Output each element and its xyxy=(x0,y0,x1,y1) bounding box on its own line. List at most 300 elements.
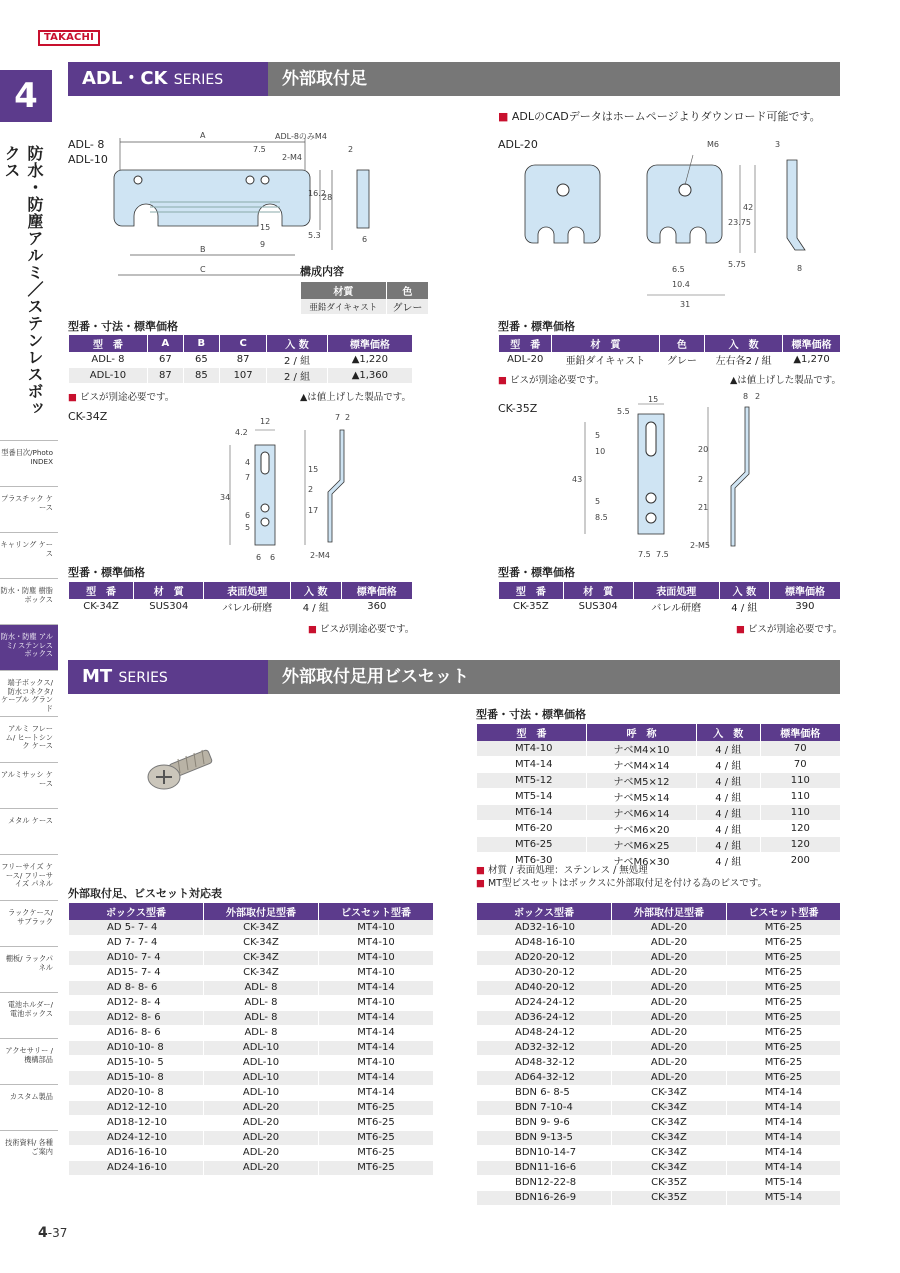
table-row xyxy=(69,1115,434,1130)
table-cell: MT6-25 xyxy=(319,1100,434,1115)
table-row: ADL-10 87 85 107 2 / 組 ▲1,360 xyxy=(69,368,413,384)
section-title: 外部取付足 xyxy=(282,69,367,89)
table-cell: MT4-10 xyxy=(319,935,434,950)
table-cell: ナベM5×14 xyxy=(587,789,697,805)
table-cell: MT6-25 xyxy=(319,1160,434,1175)
table-cell: 4 / 組 xyxy=(697,741,761,757)
table-row xyxy=(477,920,841,935)
sidebar-item[interactable]: 防水・防塵 樹脂ボックス xyxy=(0,578,58,624)
dim-label: 5.75 xyxy=(728,260,746,269)
ck35-table: 型 番 材 質 表面処理 入 数 標準価格 CK-35Z SUS304 バレル研磨 4 / 組 390 xyxy=(498,582,840,615)
table-cell: ADL-20 xyxy=(612,1025,727,1040)
chapter-number: 4 xyxy=(0,70,52,122)
dim-label: 23.75 xyxy=(728,218,751,227)
ck34-table-title: 型番・標準価格 xyxy=(68,566,145,579)
table-row xyxy=(477,837,841,853)
adl8-table: 型 番 A B C 入 数 標準価格 ADL- 8 67 65 87 2 / 組 ▲1,220 ADL-10 87 85 107 2 / 組 ▲1,360 xyxy=(68,335,412,384)
dim-label: 2 xyxy=(755,392,761,401)
sidebar-item[interactable]: 端子ボックス/ 防水コネクタ/ ケーブル グランド xyxy=(0,670,58,716)
dim-label: ADL-8のみM4 xyxy=(275,132,327,141)
series-suffix: SERIES xyxy=(118,670,168,686)
table-cell: ADL-20 xyxy=(612,995,727,1010)
table-cell: AD20-20-12 xyxy=(477,950,612,965)
table-cell: 70 xyxy=(760,757,840,773)
table-row xyxy=(477,789,841,805)
table-cell: 4 / 組 xyxy=(697,853,761,869)
dim-label: 34 xyxy=(220,493,231,502)
dim-label: M6 xyxy=(707,140,719,149)
table-cell: MT4-14 xyxy=(319,1085,434,1100)
table-cell: MT5-12 xyxy=(477,773,587,789)
table-cell: ナベM4×14 xyxy=(587,757,697,773)
dim-label: 15 xyxy=(648,395,659,404)
dim-label: 8.5 xyxy=(595,513,608,522)
table-cell: MT4-10 xyxy=(319,920,434,935)
dim-label: 17 xyxy=(308,506,319,515)
table-cell: 120 xyxy=(760,821,840,837)
table-row xyxy=(477,935,841,950)
dim-label: 42 xyxy=(743,203,754,212)
table-row xyxy=(69,1055,434,1070)
mt-note-usage: ■ MT型ビスセットはボックスに外部取付足を付ける為のビスです。 xyxy=(476,878,768,889)
table-row xyxy=(69,950,434,965)
table-cell: ナベM6×14 xyxy=(587,805,697,821)
table-row xyxy=(477,1070,841,1085)
table-cell: 110 xyxy=(760,773,840,789)
table-cell: MT6-25 xyxy=(727,1055,841,1070)
sidebar-item[interactable]: メタル ケース xyxy=(0,808,58,854)
table-cell: ADL-20 xyxy=(612,1055,727,1070)
table-cell: ADL-20 xyxy=(204,1115,319,1130)
dim-label: 28 xyxy=(322,193,333,202)
table-cell: MT4-10 xyxy=(319,1055,434,1070)
dim-label: 5.5 xyxy=(617,407,630,416)
table-cell: MT6-25 xyxy=(727,995,841,1010)
adl8-drawing xyxy=(110,130,400,290)
ck34-drawing xyxy=(190,410,370,570)
table-cell: MT6-25 xyxy=(727,920,841,935)
table-cell: CK-34Z xyxy=(204,920,319,935)
sidebar-item[interactable]: キャリング ケース xyxy=(0,532,58,578)
sidebar-item[interactable]: プラスチック ケース xyxy=(0,486,58,532)
table-row xyxy=(69,1130,434,1145)
table-row xyxy=(69,1070,434,1085)
table-row xyxy=(477,1160,841,1175)
table-cell: MT5-14 xyxy=(477,789,587,805)
table-row xyxy=(69,1100,434,1115)
table-cell: MT6-14 xyxy=(477,805,587,821)
table-cell: ナベM6×25 xyxy=(587,837,697,853)
screw-image xyxy=(140,745,220,795)
table-row xyxy=(477,821,841,837)
table-cell: MT6-25 xyxy=(727,965,841,980)
table-row xyxy=(477,1010,841,1025)
table-cell: MT4-10 xyxy=(319,950,434,965)
table-row xyxy=(477,965,841,980)
table-cell: ADL-20 xyxy=(612,950,727,965)
mt-note-material: ■ 材質 / 表面処理：ステンレス / 無処理 xyxy=(476,865,648,876)
table-cell: MT4-14 xyxy=(477,757,587,773)
table-row xyxy=(69,1010,434,1025)
takachi-logo: TAKACHI xyxy=(38,30,100,46)
table-row xyxy=(477,1115,841,1130)
table-cell: CK-34Z xyxy=(612,1160,727,1175)
dim-label: 2-M4 xyxy=(310,551,330,560)
table-cell: ADL-20 xyxy=(204,1100,319,1115)
dim-label: 4 xyxy=(245,458,251,467)
table-cell: 4 / 組 xyxy=(697,821,761,837)
ck34-table: 型 番 材 質 表面処理 入 数 標準価格 CK-34Z SUS304 バレル研磨 4 / 組 360 xyxy=(68,582,412,615)
table-cell: 4 / 組 xyxy=(697,773,761,789)
table-cell: AD36-24-12 xyxy=(477,1010,612,1025)
table-cell: CK-34Z xyxy=(204,965,319,980)
table-cell: MT6-25 xyxy=(727,1070,841,1085)
dim-label: 5 xyxy=(245,523,251,532)
table-cell: MT6-25 xyxy=(727,950,841,965)
ck34-note-screw: ■ ビスが別途必要です。 xyxy=(308,624,415,635)
chapter-vertical-title: 防水・防塵アルミ／ステンレスボックス xyxy=(2,145,44,417)
table-cell: 110 xyxy=(760,789,840,805)
table-cell: CK-34Z xyxy=(612,1145,727,1160)
ck35-label: CK-35Z xyxy=(498,402,538,415)
table-row xyxy=(69,920,434,935)
table-row xyxy=(477,1085,841,1100)
table-row xyxy=(477,1025,841,1040)
section-band-mt xyxy=(68,660,840,694)
table-cell: BDN10-14-7 xyxy=(477,1145,612,1160)
table-cell: ADL-20 xyxy=(612,965,727,980)
dim-label: 2 xyxy=(308,485,314,494)
table-cell: CK-35Z xyxy=(612,1190,727,1205)
dim-label: 7.5 xyxy=(656,550,669,559)
dim-label: 10 xyxy=(595,447,606,456)
table-cell: CK-34Z xyxy=(204,950,319,965)
table-cell: AD24-12-10 xyxy=(69,1130,204,1145)
table-cell: MT5-14 xyxy=(727,1190,841,1205)
table-cell: MT4-14 xyxy=(319,1025,434,1040)
section-band-adl-ck xyxy=(68,62,840,96)
table-cell: ADL-20 xyxy=(612,920,727,935)
dim-label: 5 xyxy=(595,431,601,440)
adl8-note-price: ▲は値上げした製品です。 xyxy=(300,392,412,403)
table-cell: ADL-20 xyxy=(612,1010,727,1025)
table-row xyxy=(477,1130,841,1145)
table-row: CK-35Z SUS304 バレル研磨 4 / 組 390 xyxy=(499,599,841,615)
compat-title: 外部取付足、ビスセット対応表 xyxy=(68,887,222,900)
table-cell: ADL-10 xyxy=(204,1040,319,1055)
dim-label: 2 xyxy=(698,475,704,484)
table-cell: ADL-20 xyxy=(612,935,727,950)
table-row xyxy=(69,1085,434,1100)
table-cell: CK-34Z xyxy=(612,1085,727,1100)
table-cell: 4 / 組 xyxy=(697,805,761,821)
table-cell: 4 / 組 xyxy=(697,789,761,805)
table-cell: AD12- 8- 6 xyxy=(69,1010,204,1025)
sidebar-nav xyxy=(0,440,58,1176)
table-row xyxy=(477,1145,841,1160)
table-cell: AD12-12-10 xyxy=(69,1100,204,1115)
ck35-note-screw: ■ ビスが別途必要です。 xyxy=(736,624,843,635)
adl20-note-price: ▲は値上げした製品です。 xyxy=(730,375,842,386)
table-cell: MT4-10 xyxy=(319,965,434,980)
dim-label: 31 xyxy=(680,300,691,309)
sidebar-item[interactable]: ラックケース/ サブラック xyxy=(0,900,58,946)
dim-label: 6.5 xyxy=(672,265,685,274)
table-cell: ADL- 8 xyxy=(204,1010,319,1025)
table-cell: MT6-25 xyxy=(477,837,587,853)
table-row xyxy=(69,980,434,995)
table-cell: ADL-20 xyxy=(612,1070,727,1085)
table-cell: MT6-25 xyxy=(319,1145,434,1160)
adl20-table: 型 番 材 質 色 入 数 標準価格 ADL-20 亜鉛ダイキャスト グレー 左右各2 / 組 ▲1,270 xyxy=(498,335,840,368)
dim-label: 7.5 xyxy=(638,550,651,559)
dim-label: 8 xyxy=(797,264,803,273)
table-cell: BDN 9-13-5 xyxy=(477,1130,612,1145)
table-row xyxy=(477,1040,841,1055)
table-cell: ナベM5×12 xyxy=(587,773,697,789)
table-row xyxy=(477,950,841,965)
table-cell: AD48-16-10 xyxy=(477,935,612,950)
table-cell: MT4-14 xyxy=(319,1040,434,1055)
dim-label: 5.3 xyxy=(308,231,321,240)
table-cell: CK-34Z xyxy=(612,1115,727,1130)
table-row xyxy=(477,1100,841,1115)
table-cell: MT4-14 xyxy=(727,1085,841,1100)
adl8-note-screw: ■ ビスが別途必要です。 xyxy=(68,392,175,403)
table-cell: MT6-25 xyxy=(727,935,841,950)
table-row xyxy=(477,773,841,789)
table-cell: MT4-14 xyxy=(727,1115,841,1130)
table-cell: ADL- 8 xyxy=(204,995,319,1010)
table-cell: BDN 7-10-4 xyxy=(477,1100,612,1115)
dim-label: 6 xyxy=(245,511,251,520)
dim-label: 2-M5 xyxy=(690,541,710,550)
table-cell: AD10- 7- 4 xyxy=(69,950,204,965)
table-cell: ADL-20 xyxy=(204,1160,319,1175)
table-row: ADL- 8 67 65 87 2 / 組 ▲1,220 xyxy=(69,352,413,368)
table-cell: BDN 9- 9-6 xyxy=(477,1115,612,1130)
table-row xyxy=(477,1175,841,1190)
adl20-drawing xyxy=(515,135,835,315)
table-cell: MT4-14 xyxy=(319,1070,434,1085)
table-row xyxy=(477,980,841,995)
adl20-label: ADL-20 xyxy=(498,138,538,151)
table-cell: AD 8- 8- 6 xyxy=(69,980,204,995)
table-row xyxy=(69,995,434,1010)
table-cell: CK-34Z xyxy=(612,1100,727,1115)
dim-label: 4.2 xyxy=(235,428,248,437)
cad-note: ■ ADLのCADデータはホームページよりダウンロード可能です。 xyxy=(498,110,821,123)
dim-label: 6 xyxy=(256,553,262,562)
table-cell: 70 xyxy=(760,741,840,757)
compat-table-right: ボックス型番 外部取付足型番 ビスセット型番 AD32-16-10 ADL-20 MT6-25 AD48-16-10 ADL-20 MT6-25 AD20-20-12 ADL-20 MT6-25 AD30-20-12 ADL-20 MT6-25 AD40-20-12 ADL-20 MT6-25 AD24-24-12 ADL-20 MT6-25 AD36-24-12 ADL-20 MT6-25 AD48-24-12 ADL-20 MT6-25 AD32-32-12 ADL-20 MT6-25 AD48-32-12 ADL-20 MT6-25 AD64-32-12 ADL-20 MT6-25 BDN 6- 8-5 CK-34Z MT4-14 BDN 7-10-4 CK-34Z MT4-14 BDN 9- 9-6 CK-34Z MT4-14 BDN 9-13-5 CK-34Z MT4-14 BDN10-14-7 CK-34Z MT4-14 BDN11-16-6 CK-34Z MT4-14 BDN12-22-8 CK-35Z MT5-14 BDN16-26-9 CK-35Z MT5-14 xyxy=(476,903,840,1206)
sidebar-item[interactable]: 棚板/ ラックパネル xyxy=(0,946,58,992)
table-cell: MT6-25 xyxy=(727,1010,841,1025)
table-cell: MT4-14 xyxy=(727,1160,841,1175)
table-cell: AD16- 8- 6 xyxy=(69,1025,204,1040)
dim-label: 10.4 xyxy=(672,280,690,289)
table-row xyxy=(69,965,434,980)
table-cell: MT4-14 xyxy=(319,1010,434,1025)
table-cell: ナベM6×20 xyxy=(587,821,697,837)
sidebar-item[interactable]: アルミ フレーム/ ヒートシンク ケース xyxy=(0,716,58,762)
table-cell: BDN12-22-8 xyxy=(477,1175,612,1190)
dim-label: 7 xyxy=(335,413,341,422)
table-cell: MT4-14 xyxy=(727,1100,841,1115)
table-row xyxy=(477,995,841,1010)
dim-label: 43 xyxy=(572,475,583,484)
table-cell: 4 / 組 xyxy=(697,837,761,853)
table-cell: MT4-14 xyxy=(319,980,434,995)
table-cell: ナベM4×10 xyxy=(587,741,697,757)
ck35-table-title: 型番・標準価格 xyxy=(498,566,575,579)
table-row xyxy=(477,757,841,773)
sidebar-item[interactable]: 型番目次/Photo INDEX xyxy=(0,440,58,486)
table-row xyxy=(477,741,841,757)
table-cell: CK-35Z xyxy=(612,1175,727,1190)
dim-label: 2 xyxy=(348,145,354,154)
table-cell: ADL-10 xyxy=(204,1070,319,1085)
table-cell: AD 5- 7- 4 xyxy=(69,920,204,935)
table-cell: 120 xyxy=(760,837,840,853)
ck34-label: CK-34Z xyxy=(68,410,108,423)
series-suffix: SERIES xyxy=(173,72,224,88)
adl10-label: ADL-10 xyxy=(68,153,108,166)
adl20-table-title: 型番・標準価格 xyxy=(498,320,575,333)
dim-label: 9 xyxy=(260,240,266,249)
table-cell: AD15-10- 5 xyxy=(69,1055,204,1070)
table-cell: AD 7- 7- 4 xyxy=(69,935,204,950)
table-cell: AD16-16-10 xyxy=(69,1145,204,1160)
table-cell: MT6-30 xyxy=(477,853,587,869)
dim-label: 20 xyxy=(698,445,709,454)
dim-label: A xyxy=(200,131,206,140)
table-row xyxy=(477,805,841,821)
sidebar-item[interactable]: フリーサイズ ケース/ フリーサイズ パネル xyxy=(0,854,58,900)
table-cell: CK-34Z xyxy=(204,935,319,950)
table-cell: BDN 6- 8-5 xyxy=(477,1085,612,1100)
table-row xyxy=(69,1145,434,1160)
sidebar-item[interactable]: 技術資料/ 各種ご案内 xyxy=(0,1130,58,1176)
dim-label: 5 xyxy=(595,497,601,506)
dim-label: 15 xyxy=(308,465,319,474)
table-cell: AD24-24-12 xyxy=(477,995,612,1010)
adl8-table-title: 型番・寸法・標準価格 xyxy=(68,320,178,333)
dim-label: 3 xyxy=(775,140,781,149)
table-cell: ADL-10 xyxy=(204,1055,319,1070)
sidebar-item[interactable]: アクセサリー /機構部品 xyxy=(0,1038,58,1084)
compat-table-left: ボックス型番 外部取付足型番 ビスセット型番 AD 5- 7- 4 CK-34Z MT4-10 AD 7- 7- 4 CK-34Z MT4-10 AD10- 7- 4 CK-34Z MT4-10 AD15- 7- 4 CK-34Z MT4-10 AD 8- 8- 6 ADL- 8 MT4-14 AD12- 8- 4 ADL- 8 MT4-10 AD12- 8- 6 ADL- 8 MT4-14 AD16- 8- 6 ADL- 8 MT4-14 AD10-10- 8 ADL-10 MT4-14 AD15-10- 5 ADL-10 MT4-10 AD15-10- 8 ADL-10 MT4-14 AD20-10- 8 ADL-10 MT4-14 AD12-12-10 ADL-20 MT6-25 AD18-12-10 ADL-20 MT6-25 AD24-12-10 ADL-20 MT6-25 AD16-16-10 ADL-20 MT6-25 AD24-16-10 ADL-20 MT6-25 xyxy=(68,903,433,1176)
table-row xyxy=(477,1190,841,1205)
table-cell: AD48-24-12 xyxy=(477,1025,612,1040)
dim-label: 2-M4 xyxy=(282,153,302,162)
sidebar-item[interactable]: カスタム製品 xyxy=(0,1084,58,1130)
dim-label: 2 xyxy=(345,413,351,422)
dim-label: C xyxy=(200,265,206,274)
dim-label: 7 xyxy=(245,473,251,482)
table-cell: AD32-16-10 xyxy=(477,920,612,935)
adl8-label: ADL- 8 xyxy=(68,138,105,151)
sidebar-item[interactable]: 電池ホルダー/ 電池ボックス xyxy=(0,992,58,1038)
table-cell: AD10-10- 8 xyxy=(69,1040,204,1055)
table-cell: ADL-20 xyxy=(612,980,727,995)
table-cell: 200 xyxy=(760,853,840,869)
table-cell: AD64-32-12 xyxy=(477,1070,612,1085)
table-cell: MT4-14 xyxy=(727,1130,841,1145)
table-cell: 110 xyxy=(760,805,840,821)
table-cell: MT5-14 xyxy=(727,1175,841,1190)
section-title: 外部取付足用ビスセット xyxy=(282,667,469,687)
adl20-note-screw: ■ ビスが別途必要です。 xyxy=(498,375,605,386)
table-cell: BDN16-26-9 xyxy=(477,1190,612,1205)
table-row xyxy=(69,1025,434,1040)
table-cell: AD32-32-12 xyxy=(477,1040,612,1055)
table-cell: ナベM6×30 xyxy=(587,853,697,869)
table-cell: AD15- 7- 4 xyxy=(69,965,204,980)
table-cell: MT6-20 xyxy=(477,821,587,837)
dim-label: B xyxy=(200,245,206,254)
table-cell: MT4-10 xyxy=(477,741,587,757)
dim-label: 8 xyxy=(743,392,749,401)
table-cell: MT6-25 xyxy=(319,1115,434,1130)
table-row xyxy=(69,1160,434,1175)
table-cell: MT6-25 xyxy=(727,1025,841,1040)
table-cell: AD48-32-12 xyxy=(477,1055,612,1070)
table-cell: 4 / 組 xyxy=(697,757,761,773)
table-cell: BDN11-16-6 xyxy=(477,1160,612,1175)
table-cell: AD24-16-10 xyxy=(69,1160,204,1175)
table-cell: ADL-20 xyxy=(612,1040,727,1055)
dim-label: 21 xyxy=(698,503,709,512)
table-cell: MT6-25 xyxy=(727,980,841,995)
table-cell: ADL-20 xyxy=(204,1130,319,1145)
ck35-drawing xyxy=(560,392,780,564)
table-cell: AD15-10- 8 xyxy=(69,1070,204,1085)
mt-table: 型 番 呼 称 入 数 標準価格 MT4-10 ナベM4×10 4 / 組 70 MT4-14 ナベM4×14 4 / 組 70 MT5-12 ナベM5×12 4 / 組 110 MT5-14 ナベM5×14 4 / 組 110 MT6-14 ナベM6×14 4 / 組 110 MT6-20 ナベM6×20 4 / 組 120 MT6-25 ナベM6×25 4 / 組 120 MT6-30 ナベM6×30 4 / 組 200 xyxy=(476,724,840,869)
table-row xyxy=(69,935,434,950)
dim-label: 12 xyxy=(260,417,271,426)
table-cell: AD30-20-12 xyxy=(477,965,612,980)
table-row xyxy=(69,1040,434,1055)
sidebar-item[interactable]: アルミサッシ ケース xyxy=(0,762,58,808)
dim-label: 6 xyxy=(362,235,368,244)
table-cell: ADL- 8 xyxy=(204,980,319,995)
dim-label: 7.5 xyxy=(253,145,266,154)
series-name: MT xyxy=(82,666,113,687)
table-cell: MT6-25 xyxy=(319,1130,434,1145)
dim-label: 16.2 xyxy=(308,189,326,198)
page-number: 4-37 xyxy=(38,1225,68,1241)
table-cell: MT4-14 xyxy=(727,1145,841,1160)
table-cell: AD40-20-12 xyxy=(477,980,612,995)
table-row: CK-34Z SUS304 バレル研磨 4 / 組 360 xyxy=(69,599,413,615)
table-cell: ADL- 8 xyxy=(204,1025,319,1040)
dim-label: 15 xyxy=(260,223,271,232)
table-cell: ADL-10 xyxy=(204,1085,319,1100)
table-cell: MT4-10 xyxy=(319,995,434,1010)
table-cell: MT6-25 xyxy=(727,1040,841,1055)
composition-title: 構成内容 xyxy=(300,265,344,278)
table-cell: AD12- 8- 4 xyxy=(69,995,204,1010)
sidebar-item[interactable]: 防水・防塵 アルミ/ ステンレス ボックス xyxy=(0,624,58,670)
series-name: ADL・CK xyxy=(82,68,168,89)
dim-label: 6 xyxy=(270,553,276,562)
table-row: ADL-20 亜鉛ダイキャスト グレー 左右各2 / 組 ▲1,270 xyxy=(499,352,841,368)
table-row xyxy=(477,1055,841,1070)
table-cell: AD18-12-10 xyxy=(69,1115,204,1130)
table-cell: CK-34Z xyxy=(612,1130,727,1145)
table-cell: AD20-10- 8 xyxy=(69,1085,204,1100)
